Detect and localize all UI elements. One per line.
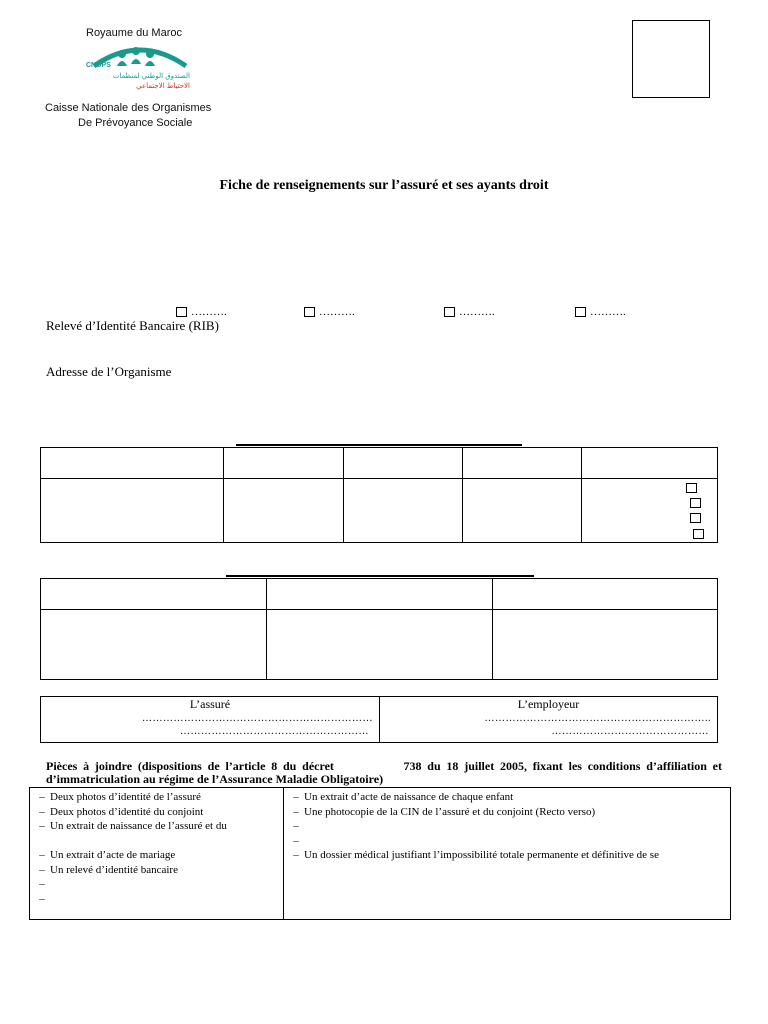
list-item: – <box>39 878 45 890</box>
pieces-left-column <box>30 788 284 919</box>
table-cell[interactable] <box>41 448 224 479</box>
option-1[interactable]: ………. <box>176 306 227 318</box>
list-item: – Un extrait d’acte de naissance de chaque enfant <box>293 791 514 803</box>
employment-table <box>40 578 718 680</box>
signature-table <box>40 696 718 743</box>
assure-signature-cell[interactable] <box>41 697 380 743</box>
employeur-dots-2: ……………………………………… <box>551 726 709 737</box>
table-cell[interactable] <box>582 448 718 479</box>
rib-label: Relevé d’Identité Bancaire (RIB) <box>46 318 219 333</box>
logo-arabic-line2: الاحتياط الاجتماعي <box>136 82 190 90</box>
list-item: – Un extrait de naissance de l’assuré et du <box>39 820 227 832</box>
list-item: – Un relevé d’identité bancaire <box>39 863 178 876</box>
list-item <box>30 834 283 849</box>
org-name-line1: Caisse Nationale des Organismes <box>45 102 212 114</box>
checkbox-icon[interactable] <box>690 498 701 508</box>
checkbox-icon[interactable] <box>693 529 704 539</box>
logo-acronym: CNOPS <box>86 62 111 69</box>
table-cell[interactable] <box>344 479 463 543</box>
section-rule-2 <box>226 575 534 577</box>
table-cell-checkboxes <box>582 479 718 543</box>
logo-arabic-line1: الصندوق الوطني لمنظمات <box>112 72 190 80</box>
list-item: – Un dossier médical justifiant l’impossibilité totale permanente et définitive de se <box>293 849 659 861</box>
pieces-right-column <box>284 788 730 919</box>
table-cell[interactable] <box>41 610 267 680</box>
checkbox-icon[interactable] <box>686 483 697 493</box>
org-name-line2: De Prévoyance Sociale <box>78 117 193 129</box>
option-3[interactable]: ………. <box>444 306 495 318</box>
table-cell[interactable] <box>463 479 582 543</box>
checkbox-icon[interactable] <box>575 307 586 317</box>
checkbox-icon[interactable] <box>176 307 187 317</box>
list-item: – <box>39 892 45 905</box>
country-label: Royaume du Maroc <box>86 27 182 39</box>
list-item: – Une photocopie de la CIN de l’assuré et du conjoint (Recto verso) <box>293 805 596 818</box>
adresse-label: Adresse de l’Organisme <box>46 364 172 379</box>
employeur-label: L’employeur <box>517 697 580 711</box>
table-cell[interactable] <box>224 479 344 543</box>
option-2[interactable]: ………. <box>304 306 355 318</box>
list-item: – <box>293 820 299 832</box>
checkbox-icon[interactable] <box>444 307 455 317</box>
checkbox-icon[interactable] <box>304 307 315 317</box>
section-rule-1 <box>236 444 522 446</box>
table-cell[interactable] <box>344 448 463 479</box>
employeur-dots-1: ……………………………………………………….. <box>484 713 711 724</box>
pieces-heading: Pièces à joindre (dispositions de l’article 8 du décret 738 du 18 juillet 2005, fixant les conditions d’affiliation et d’immatriculation au régime de l’Assurance Maladie Obligatoire) <box>46 759 725 786</box>
table-cell[interactable] <box>493 579 718 610</box>
checkbox-icon[interactable] <box>690 513 701 523</box>
table-cell[interactable] <box>267 579 493 610</box>
ayants-droit-table <box>40 447 718 543</box>
list-item: – Un extrait d’acte de mariage <box>39 849 176 861</box>
table-cell[interactable] <box>267 610 493 680</box>
photo-box <box>632 20 710 98</box>
page-title: Fiche de renseignements sur l’assuré et ses ayants droit <box>219 178 549 193</box>
list-item: – Deux photos d’identité du conjoint <box>39 805 204 818</box>
pieces-list-box <box>29 787 731 920</box>
table-cell[interactable] <box>493 610 718 680</box>
table-cell[interactable] <box>463 448 582 479</box>
assure-label: L’assuré <box>189 697 231 711</box>
table-cell[interactable] <box>41 579 267 610</box>
assure-dots-1: ………………………………………………………… <box>142 713 373 724</box>
assure-dots-2: ……………………………………………… <box>180 726 369 737</box>
list-item: – <box>293 834 299 847</box>
table-cell[interactable] <box>41 479 224 543</box>
table-cell[interactable] <box>224 448 344 479</box>
list-item: – Deux photos d’identité de l’assuré <box>39 791 201 803</box>
employeur-signature-cell[interactable] <box>380 697 718 743</box>
option-4[interactable]: ………. <box>575 306 626 318</box>
